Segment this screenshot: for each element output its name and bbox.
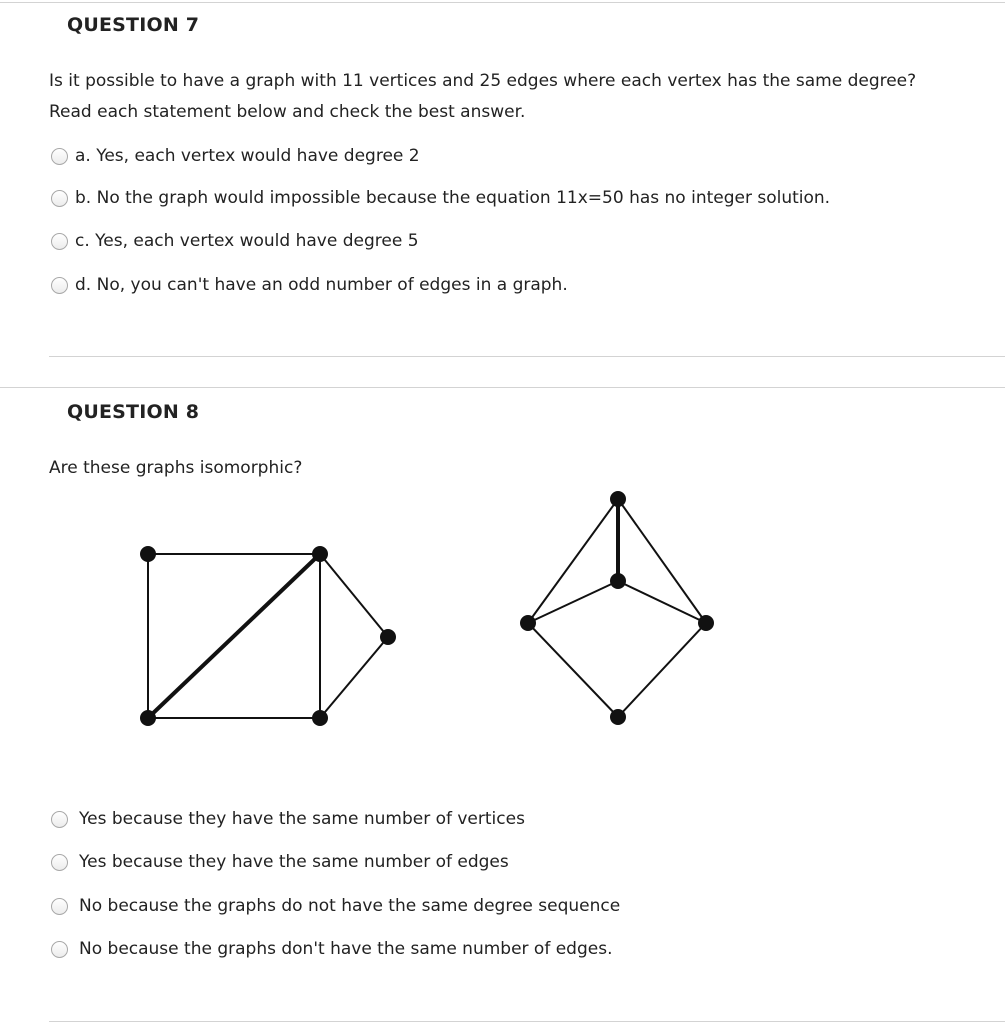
right-graph (528, 499, 706, 717)
option-label: d. No, you can't have an odd number of edges in a graph. (75, 275, 568, 295)
graph-vertex (610, 573, 626, 589)
graph-vertex (140, 710, 156, 726)
question-7-option-b[interactable] (51, 185, 830, 211)
question-8-bottom-divider (49, 1021, 1005, 1022)
radio-button[interactable] (51, 941, 68, 958)
graph-edge (528, 581, 618, 623)
radio-button[interactable] (51, 233, 68, 250)
option-label: a. Yes, each vertex would have degree 2 (75, 146, 420, 166)
option-label: Yes because they have the same number of vertices (79, 809, 525, 829)
question-7-option-d[interactable] (51, 272, 568, 298)
left-graph (148, 554, 388, 718)
graph-edge (320, 554, 388, 637)
question-8-option-4[interactable] (51, 936, 612, 962)
question-8-option-1[interactable] (51, 806, 525, 832)
question-8-text: Are these graphs isomorphic? (49, 458, 303, 478)
graph-vertex (610, 491, 626, 507)
question-8-option-2[interactable] (51, 849, 509, 875)
radio-button[interactable] (51, 898, 68, 915)
radio-button[interactable] (51, 811, 68, 828)
question-7-option-c[interactable] (51, 228, 419, 254)
question-7-bottom-divider (49, 356, 1005, 357)
graph-edge (320, 637, 388, 718)
question-8-option-3[interactable] (51, 893, 620, 919)
option-label: c. Yes, each vertex would have degree 5 (75, 231, 419, 251)
graph-vertex (610, 709, 626, 725)
section-divider (0, 387, 1005, 388)
option-label: No because the graphs don't have the same number of edges. (79, 939, 613, 959)
graph-edge (148, 554, 320, 718)
graphs-figure (0, 480, 760, 740)
question-7-title: QUESTION 7 (67, 14, 200, 36)
graph-vertex (312, 710, 328, 726)
question-7-text-line1: Is it possible to have a graph with 11 vertices and 25 edges where each vertex has the same degree? (49, 71, 917, 91)
graph-edge (528, 623, 618, 717)
graph-vertex (312, 546, 328, 562)
radio-button[interactable] (51, 854, 68, 871)
graph-edge (528, 499, 618, 623)
option-label: b. No the graph would impossible because the equation 11x=50 has no integer solution. (75, 188, 831, 208)
top-divider (0, 2, 1005, 3)
question-7-option-a[interactable] (51, 143, 420, 169)
option-label: No because the graphs do not have the same degree sequence (79, 896, 621, 916)
graph-vertex (140, 546, 156, 562)
graph-vertex (380, 629, 396, 645)
question-7-text-line2: Read each statement below and check the best answer. (49, 102, 526, 122)
left-graph-vertices (140, 546, 396, 726)
radio-button[interactable] (51, 190, 68, 207)
graph-edge (618, 499, 706, 623)
graph-vertex (520, 615, 536, 631)
graph-edge (618, 623, 706, 717)
question-8-title: QUESTION 8 (67, 401, 200, 423)
graph-edge (618, 581, 706, 623)
radio-button[interactable] (51, 277, 68, 294)
option-label: Yes because they have the same number of edges (79, 852, 509, 872)
graph-vertex (698, 615, 714, 631)
radio-button[interactable] (51, 148, 68, 165)
